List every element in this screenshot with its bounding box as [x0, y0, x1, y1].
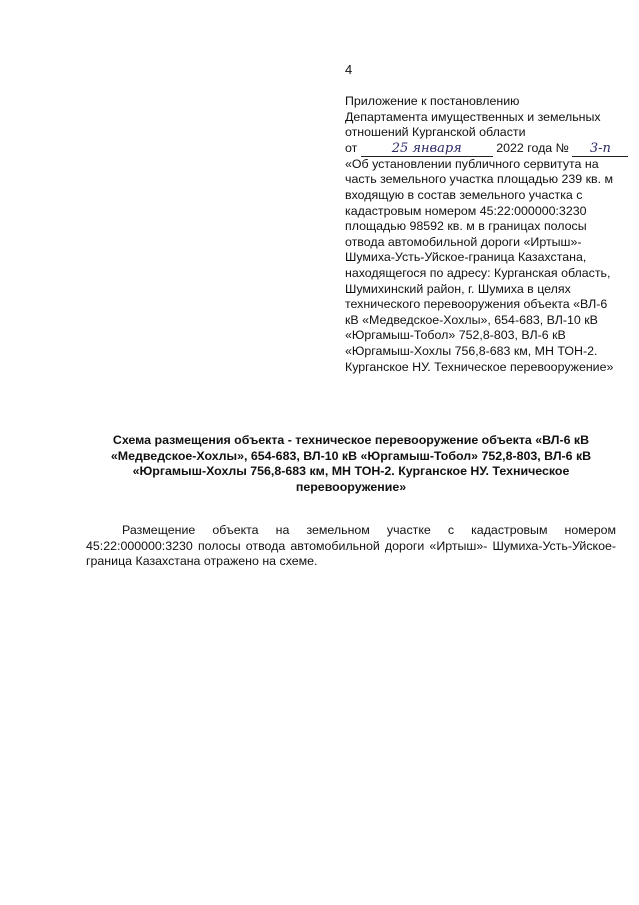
appendix-block [345, 94, 617, 375]
handwritten-date: 25 января [361, 142, 493, 157]
body-paragraph: Размещение объекта на земельном участке с кадастровым номером 45:22:000000:3230 полосы отвода автомобильной дороги «Иртыш»- Шумиха-Усть-Уйское-граница Казахстана отражено на схеме. [86, 523, 616, 569]
appendix-line-2: Департамента имущественных и земельных [345, 109, 601, 124]
appendix-line-3: отношений Курганской области [345, 125, 526, 140]
date-line [345, 141, 617, 157]
appendix-line-1: Приложение к постановлению [345, 94, 520, 108]
page-number: 4 [345, 62, 353, 77]
year-text: 2022 года № [496, 140, 569, 155]
document-title: Схема размещения объекта - техническое перевооружение объекта «ВЛ-6 кВ «Медведское-Хохлы», 654-683, ВЛ-10 кВ «Юргамыш-Тобол» 752,8-803, ВЛ-6 кВ «Юргамыш-Хохлы 756,8-683 км, МН ТОН-2. Курганское НУ. Техническое перевооружение» [110, 433, 592, 494]
appendix-subject: «Об установлении публичного сервитута на часть земельного участка площадью 239 кв. м входящую в состав земельного участка с кадастровым номером 45:22:000000:3230 площадью 98592 кв. м в границах полосы отвода автомобильной дороги «Иртыш»-Шумиха-Усть-Уйское-граница Казахстана, находящегося по адресу: Курганская область, Шумихинский район, г. Шумиха в целях технического перевооружения объекта «ВЛ-6 кВ «Медведское-Хохлы», 654-683, ВЛ-10 кВ «Юргамыш-Тобол» 752,8-803, ВЛ-6 кВ «Юргамыш-Хохлы 756,8-683 км, МН ТОН-2. Курганское НУ. Техническое перевооружение» [345, 156, 614, 374]
date-prefix: от [345, 140, 358, 155]
handwritten-number: 3-п [572, 142, 628, 157]
